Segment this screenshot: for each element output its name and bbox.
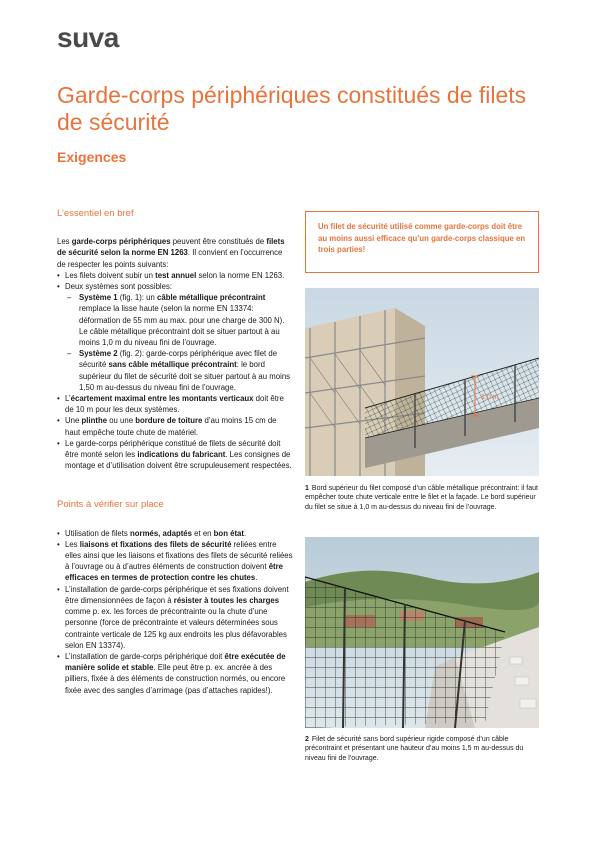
checks-list xyxy=(57,528,293,696)
list-item: • L’installation de garde-corps périphérique et ses fixations doivent être dimensionnées de façon à résister à toutes les charges comme p. ex. les forces de précontrainte ou la chute d’une personne (force de précontrainte et valeurs déterminées sous contrainte verticale de 125 kg aux endroits les plus défavorables selon EN 13374). xyxy=(57,584,293,651)
section-heading-checks: Points à vérifier sur place xyxy=(57,499,164,511)
left-column xyxy=(57,208,293,696)
list-item: • Une plinthe ou une bordure de toiture d’au moins 15 cm de haut empêche toute chute de matériel. xyxy=(57,415,293,437)
section-heading-essentials: L’essentiel en bref xyxy=(57,208,134,219)
list-item: • Les filets doivent subir un test annuel selon la norme EN 1263. xyxy=(57,270,293,281)
page-title: Garde-corps périphériques constitués de filets de sécurité xyxy=(57,82,527,135)
essentials-list xyxy=(57,270,293,472)
page-subtitle: Exigences xyxy=(57,149,127,165)
roof-net-illustration xyxy=(305,537,539,728)
list-item: • Les liaisons et fixations des filets de sécurité reliées entre elles ainsi que les liaisons et fixations des filets de sécurité reliées à l’ouvrage ou à d’autres éléments de construction doivent être efficaces en termes de protection contre les chutes. xyxy=(57,539,293,584)
suva-logo: suva xyxy=(57,22,119,53)
list-item: • L’écartement maximal entre les montants verticaux doit être de 10 m pour les deux systèmes. xyxy=(57,393,293,415)
figure-2-photo xyxy=(305,537,539,728)
list-item: • Utilisation de filets normés, adaptés et en bon état. xyxy=(57,528,293,539)
list-item-system-1: – Système 1 (fig. 1): un câble métallique précontraint remplace la lisse haute (selon la norme EN 13374: déformation de 55 mm au max. pour une charge de 300 N). Le câble métallique précontraint doit se situer partout à au moins 1,0 m du niveau fini de l’ouvrage. xyxy=(65,292,293,348)
intro-paragraph: Les garde-corps périphériques peuvent être constitués de filets de sécurité selon la norme EN 1263. Il convient en l’occurrence de respecter les points suivants: xyxy=(57,237,285,269)
figure-1-caption: 1 Bord supérieur du filet composé d’un câble métallique précontraint: il faut empêcher toute chute verticale entre le filet et la façade. Le bord supérieur du filet se situe à 1,0 m au-dessus du niveau fini de l’ouvrage. xyxy=(305,485,538,511)
list-item: • Deux systèmes sont possibles: – Système 1 (fig. 1): un câble métallique précontraint remplace la lisse haute (selon la norme EN 13374: déformation de 55 mm au max. pour une charge de 300 N). Le câble métallique précontraint doit se situer partout à au moins 1,0 m du niveau fini de l’ouvrage. – Système 2 (fig. 2): garde-corps périphérique avec filet de sécurité sans câble métallique précontraint: le bord supérieur du filet de sécurité doit se situer partout à au moins 1,50 m au-dessus du niveau fini de l’ouvrage. xyxy=(57,281,293,393)
figure-1-photo xyxy=(305,288,539,476)
dimension-label: 1,0 m xyxy=(481,394,499,401)
figure-2-caption: 2 Filet de sécurité sans bord supérieur rigide composé d’un câble précontraint et présentant une hauteur d’au moins 1,5 m au-dessus du niveau fini de l’ouvrage. xyxy=(305,736,524,762)
list-item: • L’installation de garde-corps périphérique doit être exécutée de manière solide et stable. Elle peut être p. ex. ancrée à des pilliers, fixée à des éléments de construction normés, ou encore fixée avec des sangles d’arrimage (pas d’attaches rapides!). xyxy=(57,651,293,696)
list-item-system-2: – Système 2 (fig. 2): garde-corps périphérique avec filet de sécurité sans câble métallique précontraint: le bord supérieur du filet de sécurité doit se situer partout à au moins 1,50 m au-dessus du niveau fini de l’ouvrage. xyxy=(65,348,293,393)
callout-box: Un filet de sécurité utilisé comme garde-corps doit être au moins aussi efficace qu’un garde-corps classique en trois parties! xyxy=(305,211,539,273)
list-item: • Le garde-corps périphérique constitué de filets de sécurité doit être monté selon les indications du fabricant. Les consignes de montage et d’utilisation doivent être scrupuleusement respectées. xyxy=(57,438,293,472)
scaffold-net-illustration xyxy=(305,288,539,476)
